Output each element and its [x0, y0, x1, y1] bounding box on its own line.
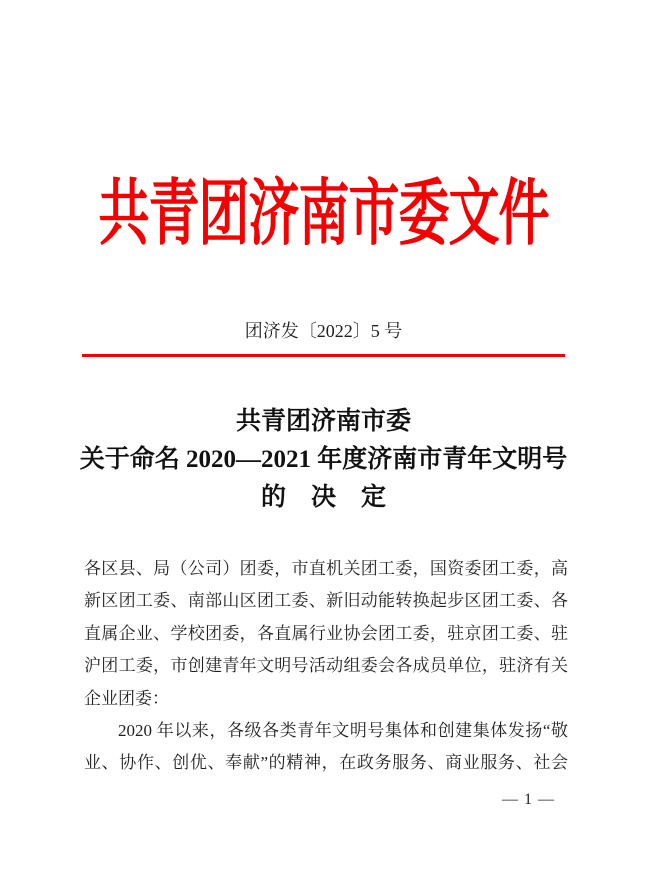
- title-line-1: 共青团济南市委: [235, 408, 411, 435]
- body-line: 业、协作、创优、奉献”的精神，在政务服务、商业服务、社会: [84, 753, 568, 773]
- title-line-3: 的 决 定: [260, 484, 386, 511]
- body-line: 直属企业、学校团委，各直属行业协会团工委，驻京团工委、驻: [84, 623, 568, 643]
- title-line-2: 关于命名 2020—2021 年度济南市青年文明号: [79, 446, 568, 473]
- body-line: 企业团委：: [84, 688, 169, 708]
- letterhead-title: 共青团济南市委文件: [98, 175, 549, 256]
- body-line: 各区县、局（公司）团委，市直机关团工委，国资委团工委，高: [84, 559, 568, 578]
- body-text: [84, 553, 568, 780]
- page-number: — 1 —: [502, 791, 555, 808]
- body-line: 新区团工委、南部山区团工委、新旧动能转换起步区团工委、各: [84, 591, 568, 611]
- document-title: [0, 403, 647, 517]
- body-line: 2020 年以来，各级各类青年文明号集体和创建集体发扬“敬: [118, 721, 568, 741]
- red-divider-line: [82, 354, 565, 357]
- body-line: 沪团工委，市创建青年文明号活动组委会各成员单位，驻济有关: [84, 656, 568, 676]
- doc-number: 团济发〔2022〕5 号: [244, 321, 403, 341]
